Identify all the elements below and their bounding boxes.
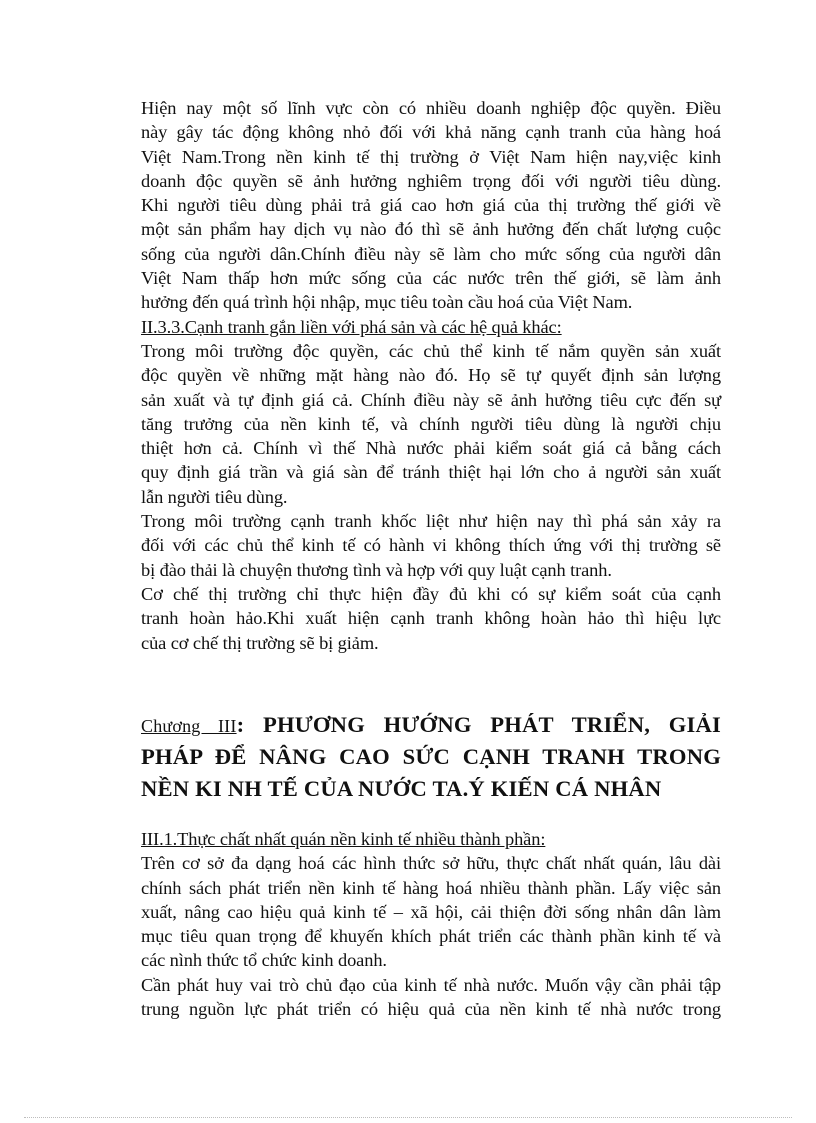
text-line: Cần phát huy vai trò chủ đạo của kinh tế nhà nước. Muốn vậy cần phải tập — [141, 974, 721, 995]
text-line: Việt Nam thấp hơn mức sống của các nước trên thế giới, sẽ làm ảnh — [141, 268, 721, 289]
text-line: hưởng đến quá trình hội nhập, mục tiêu toàn cầu hoá của Việt Nam. — [141, 292, 633, 313]
text-line: Trên cơ sở đa dạng hoá các hình thức sở hữu, thực chất nhất quán, lâu dài — [141, 853, 721, 874]
section-a — [141, 96, 721, 655]
text-line: tranh hoàn hảo.Khi xuất hiện cạnh tranh không hoàn hảo thì hiệu lực — [141, 608, 721, 629]
text-line: của cơ chế thị trường sẽ bị giảm. — [141, 632, 379, 653]
chapter-heading-line: NỀN KI NH TẾ CỦA NƯỚC TA.Ý KIẾN CÁ NHÂN — [141, 776, 662, 801]
text-line: sống của người dân.Chính điều này sẽ làm cho mức sống của người dân — [141, 243, 721, 264]
text-line: doanh độc quyền sẽ ảnh hưởng nghiêm trọng đối với người tiêu dùng. — [141, 170, 721, 191]
text-line: các nình thức tổ chức kinh doanh. — [141, 950, 387, 971]
text-line: đối với các chủ thể kinh tế có hành vi không thích ứng với thị trường sẽ — [141, 535, 721, 556]
text-line: mục tiêu quan trọng để khuyến khích phát triển các thành phần kinh tế và — [141, 926, 721, 947]
section-subheading: II.3.3.Cạnh tranh gắn liền với phá sản và các hệ quả khác: — [141, 316, 562, 337]
text-line: thiệt hơn cả. Chính vì thế Nhà nước phải kiểm soát giá cả bằng cách — [141, 438, 721, 459]
chapter-heading-line — [141, 709, 721, 741]
chapter-colon: : — [236, 712, 245, 737]
text-line: này gây tác động không nhỏ đối với khả năng cạnh tranh của hàng hoá — [141, 122, 721, 143]
text-line: tăng trưởng của nền kinh tế, và chính người tiêu dùng là người chịu — [141, 413, 721, 434]
text-line: Hiện nay một số lĩnh vực còn có nhiều doanh nghiệp độc quyền. Điều — [141, 98, 721, 118]
text-line: Trong môi trường cạnh tranh khốc liệt như hiện nay thì phá sản xảy ra — [141, 511, 721, 532]
chapter-label: Chương III — [141, 716, 237, 736]
text-line: một sản phẩm hay dịch vụ nào đó thì sẽ ảnh hưởng đến chất lượng cuộc — [141, 219, 721, 240]
text-line: trung nguồn lực phát triển có hiệu quả của nền kinh tế nhà nước trong — [141, 999, 721, 1020]
chapter-title-part: PHƯƠNG HƯỚNG PHÁT TRIỂN, GIẢI — [244, 712, 721, 737]
text-line: bị đào thải là chuyện thương tình và hợp với quy luật cạnh tranh. — [141, 559, 612, 580]
page-bottom-divider — [24, 1117, 792, 1118]
text-line: sản xuất và tự định giá cả. Chính điều này sẽ ảnh hưởng tiêu cực đến sự — [141, 389, 721, 410]
text-line: xuất, nâng cao hiệu quả kinh tế – xã hội, cải thiện đời sống nhân dân làm — [141, 901, 721, 922]
chapter-heading-line: PHÁP ĐỂ NÂNG CAO SỨC CẠNH TRANH TRONG — [141, 744, 721, 769]
text-line: quy định giá trần và giá sàn để tránh thiệt hại lớn cho ả người sản xuất — [141, 462, 721, 483]
text-line: độc quyền về những mặt hàng nào đó. Họ sẽ tự quyết định sản lượng — [141, 365, 721, 386]
section-b — [141, 827, 721, 1021]
chapter-heading — [141, 709, 721, 805]
text-line: Trong môi trường độc quyền, các chủ thể kinh tế nắm quyền sản xuất — [141, 340, 721, 361]
text-line: Việt Nam.Trong nền kinh tế thị trường ở Việt Nam hiện nay,việc kinh — [141, 146, 721, 167]
text-line: Cơ chế thị trường chỉ thực hiện đầy đủ khi có sự kiểm soát của cạnh — [141, 583, 721, 604]
section-subheading: III.1.Thực chất nhất quán nền kinh tế nhiều thành phần: — [141, 829, 546, 849]
text-line: Khi người tiêu dùng phải trả giá cao hơn giá của thị trường thế giới về — [141, 195, 721, 216]
text-line: lẫn người tiêu dùng. — [141, 486, 288, 507]
text-line: chính sách phát triển nền kinh tế hàng hoá nhiều thành phần. Lấy việc sản — [141, 877, 721, 898]
